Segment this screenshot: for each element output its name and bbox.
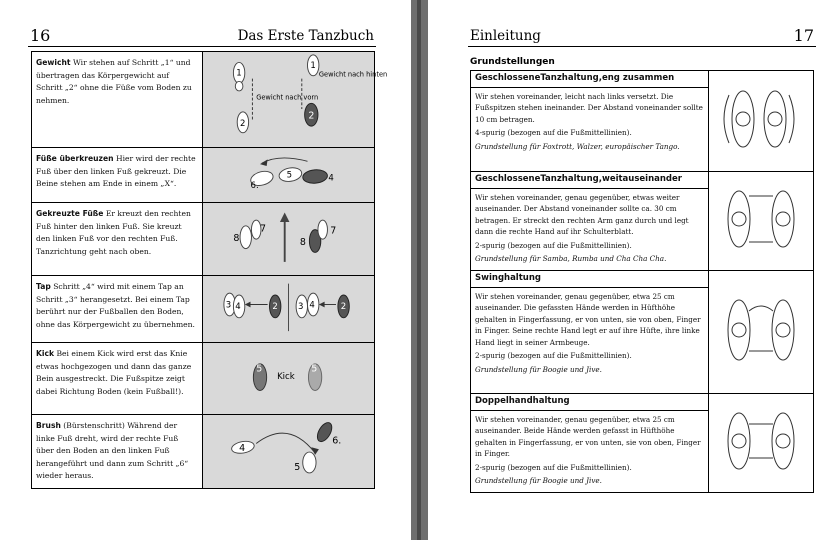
step-label: 4	[235, 302, 241, 313]
step-description	[32, 148, 203, 203]
step-text: Hier wird der rechte Fuß über den linken Fuß gekreuzt. Die Beine stehen am Ende in einem „X“.	[36, 154, 196, 188]
step-text: Er kreuzt den rechten Fuß hinter den linken Fuß. Sie kreuzt den linken Fuß vor den rechten Fuß. Tanzrichtung geht nach oben.	[36, 209, 191, 256]
grund-note: Grundstellung für Foxtrott, Walzer, europäischer Tango.	[475, 141, 680, 151]
grund-description	[471, 394, 709, 493]
curved-arrow-icon	[262, 158, 308, 163]
step-label: 5	[256, 363, 263, 375]
grund-description	[471, 172, 709, 271]
step-label: 1	[236, 68, 242, 79]
step-illustration	[203, 148, 375, 203]
step-term: Gewicht	[36, 58, 71, 67]
grund-row	[471, 71, 814, 172]
step-term: Füße überkreuzen	[36, 154, 114, 163]
grund-text: Wir stehen voreinander, genau gegenüber, etwa 25 cm auseinander. Die gefassten Hände werden in Hüfthöhe gehalten in Fingerfassung, er von unten, sie von oben, Finger in Finger. Seine rechte Hand legt er auf ihre Hüfte, ihre linke Hand liegt in seiner Armbeuge.	[475, 291, 701, 347]
grund-note: Grundstellung für Boogie und Jive.	[475, 364, 602, 374]
grund-note: Grundstellung für Samba, Rumba und Cha Cha Cha.	[475, 254, 667, 263]
page-header	[28, 24, 376, 47]
step-term: Kick	[36, 349, 55, 358]
step-text: Wir stehen auf Schritt „1“ und übertragen das Körpergewicht auf Schritt „2“ ohne die Füße vom Boden zu nehmen.	[36, 58, 192, 105]
step-table	[31, 51, 388, 489]
step-illustration	[203, 415, 375, 489]
step-row-gekreuzte-fuesse	[32, 203, 375, 276]
step-illustration	[203, 52, 388, 148]
step-label: 5	[286, 170, 293, 181]
grund-description	[471, 71, 709, 172]
step-row-tap	[32, 276, 375, 343]
step-label: 4	[309, 300, 315, 311]
step-label: 2	[340, 302, 347, 313]
arrowhead-icon	[319, 302, 325, 308]
page-number: 16	[30, 26, 51, 45]
footprint-icon	[303, 452, 316, 473]
step-illustration	[203, 203, 375, 276]
step-label: 7	[330, 225, 337, 237]
direction-label: Gewicht nach vorn	[256, 93, 319, 102]
dance-hold-illustration	[709, 394, 814, 493]
footprint-icon	[302, 169, 328, 184]
book-gutter	[411, 0, 428, 540]
grund-spur: 2-spurig (bezogen auf die Fußmittellinien).	[475, 462, 632, 472]
grund-spur: 4-spurig (bezogen auf die Fußmittellinien).	[475, 128, 632, 137]
curved-arrow-icon	[256, 433, 315, 453]
grund-text: Wir stehen voreinander, genau gegenüber, etwas weiter auseinander. Der Abstand voneinander sollte ca. 30 cm betragen. Er streckt den rechten Arm ganz durch und legt dann die rechte Hand auf ihr Schulterblatt.	[475, 192, 689, 236]
step-text: Bei einem Kick wird erst das Knie etwas hochgezogen und dann das ganze Bein ausgestreckt. Die Fußspitze zeigt dabei Richtung Boden (kein Fußball!).	[36, 349, 192, 396]
couple-topview-icon	[728, 191, 794, 247]
step-label: 2	[272, 302, 278, 313]
grund-note: Grundstellung für Boogie und Jive.	[475, 476, 602, 485]
step-label: 8	[299, 236, 306, 248]
left-page	[0, 0, 411, 540]
step-label: 6.	[332, 435, 342, 447]
grund-title: Swinghaltung	[471, 273, 708, 288]
step-label: 4	[328, 173, 334, 184]
book-title: Das Erste Tanzbuch	[237, 28, 374, 44]
arrowhead-icon	[280, 212, 289, 221]
couple-topview-icon	[728, 413, 794, 469]
step-row-kick	[32, 343, 375, 415]
step-term: Gekreuzte Füße	[36, 209, 104, 218]
step-term: Brush	[36, 421, 61, 430]
chapter-title: Einleitung	[470, 28, 541, 44]
grund-row	[471, 394, 814, 493]
arrowhead-icon	[245, 302, 251, 308]
step-label: 5	[294, 462, 301, 474]
step-text: (Bürstenschritt) Während der linke Fuß dreht, wird der rechte Fuß über den Boden an den linken Fuß herangeführt und dann zum Schritt „6“ wieder heraus.	[36, 421, 189, 480]
right-page	[428, 0, 840, 540]
step-label: 3	[225, 300, 232, 311]
grundstellungen-table	[470, 70, 814, 493]
arrowhead-icon	[260, 159, 268, 166]
step-term: Tap	[36, 282, 51, 291]
step-label: 8	[233, 232, 240, 244]
page-header	[468, 24, 816, 47]
grund-text: Wir stehen voreinander, leicht nach links versetzt. Die Fußspitzen stehen ineinander. Der Abstand voneinander sollte 10 cm betragen.	[475, 91, 703, 124]
step-row-brush	[32, 415, 375, 489]
step-description	[32, 52, 203, 148]
step-label: 5	[311, 363, 318, 375]
footprint-icon	[240, 226, 251, 249]
kick-label: Kick	[277, 372, 295, 383]
grund-spur: 2-spurig (bezogen auf die Fußmittellinien).	[475, 240, 632, 250]
grund-title: GeschlosseneTanzhaltung,weitauseinander	[471, 174, 708, 189]
direction-label: Gewicht nach hinten	[318, 70, 388, 79]
step-label: 1	[310, 61, 316, 72]
step-row-fuesse-ueberkreuzen	[32, 148, 375, 203]
step-label: 2	[240, 119, 246, 130]
grund-spur: 2-spurig (bezogen auf die Fußmittellinien).	[475, 351, 632, 360]
step-illustration	[203, 343, 375, 415]
step-label: 3	[297, 302, 304, 313]
step-label: 4	[239, 443, 246, 455]
step-description	[32, 343, 203, 415]
step-row-gewicht	[32, 52, 375, 148]
grund-row	[471, 172, 814, 271]
grund-row	[471, 271, 814, 394]
step-label: 6.	[250, 180, 259, 191]
couple-topview-icon	[728, 300, 794, 360]
dance-hold-illustration	[709, 172, 814, 271]
step-illustration	[203, 276, 375, 343]
grund-title: GeschlosseneTanzhaltung,eng zusammen	[471, 73, 708, 88]
couple-topview-icon	[724, 91, 794, 147]
grund-title: Doppelhandhaltung	[471, 396, 708, 411]
step-label: 2	[308, 110, 315, 122]
step-description	[32, 203, 203, 276]
footprint-icon	[318, 220, 327, 239]
step-description	[32, 415, 203, 489]
step-description	[32, 276, 203, 343]
page-number: 17	[793, 26, 814, 45]
step-label: 7	[260, 223, 267, 235]
section-title: Grundstellungen	[470, 57, 555, 67]
grund-description	[471, 271, 709, 394]
step-text: Schritt „4“ wird mit einem Tap an Schritt „3“ herangesetzt. Bei einem Tap berührt nur der Fußballen den Boden, ohne das Körpergewicht zu übernehmen.	[36, 282, 195, 329]
grund-text: Wir stehen voreinander, genau gegenüber, etwa 25 cm auseinander. Beide Hände werden gefasst in Hüfthöhe gehalten in Fingerfassung, er von unten, sie von oben, Finger in Finger.	[475, 414, 701, 458]
dance-hold-illustration	[709, 71, 814, 172]
dance-hold-illustration	[709, 271, 814, 394]
